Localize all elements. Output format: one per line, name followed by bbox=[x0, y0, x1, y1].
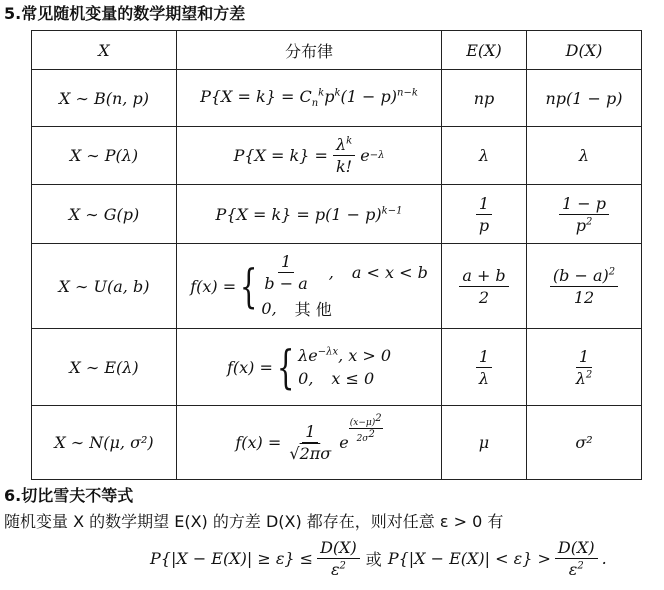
expectation-cell: λ bbox=[442, 127, 527, 185]
law-cell: P{X = k} = $\frac{\lambda^k}{k!}$ e −λ bbox=[177, 127, 442, 185]
table-row bbox=[32, 244, 642, 329]
dist-cell: X ∼ N(μ, σ²) bbox=[32, 406, 177, 480]
dist-cell: X ∼ B(n, p) bbox=[32, 70, 177, 127]
expectation-cell: μ bbox=[442, 406, 527, 480]
variance-cell: $\frac{(b - a)^2}{12}$ bbox=[527, 244, 642, 329]
header-dx: D(X) bbox=[527, 31, 642, 70]
table-row bbox=[32, 127, 642, 185]
law-cell: $P\{X = k\} = C_n^kp^k(1 - p)^{n-k}$ bbox=[177, 70, 442, 127]
header-law: 分布律 bbox=[177, 31, 442, 70]
table-row bbox=[32, 406, 642, 480]
distribution-table bbox=[31, 30, 642, 480]
header-ex: E(X) bbox=[442, 31, 527, 70]
dist-cell: X ∼ U(a, b) bbox=[32, 244, 177, 329]
chebyshev-inequality: P{|X − E(X)| ≥ ε} ≤ $\frac{D(X)}{\varepsilon^2}$ 或 P{|X − E(X)| < ε} > $\frac{D(X)}{\varepsilon^2}$ . bbox=[150, 538, 607, 579]
variance-cell: λ bbox=[527, 127, 642, 185]
variance-cell: $\frac{1 - p}{p^2}$ bbox=[527, 185, 642, 244]
expectation-cell: $\frac{a + b}{2}$ bbox=[442, 244, 527, 329]
variance-cell: $\frac{1}{\lambda^2}$ bbox=[527, 329, 642, 406]
law-cell: f(x) = { $\frac{1}{b - a}$ , a < x < b 0, 其 他 bbox=[177, 244, 442, 329]
variance-cell: σ² bbox=[527, 406, 642, 480]
expectation-cell: np bbox=[442, 70, 527, 127]
dist-cell: X ∼ E(λ) bbox=[32, 329, 177, 406]
expectation-cell: $\frac{1}{\lambda}$ bbox=[442, 329, 527, 406]
or-connector: 或 bbox=[365, 550, 382, 569]
section-5-heading: 5.常见随机变量的数学期望和方差 bbox=[4, 4, 246, 23]
chebyshev-statement: 随机变量 X 的数学期望 E(X) 的方差 D(X) 都存在，则对任意 ε > 0 有 bbox=[4, 512, 504, 531]
table-row bbox=[32, 185, 642, 244]
law-cell: f(x) = $\frac{1}{√2\pi\sigma}$ e $(x-\mu)^2$ $2\sigma^2$ bbox=[177, 406, 442, 480]
table-row bbox=[32, 70, 642, 127]
section-6-heading: 6.切比雪夫不等式 bbox=[4, 486, 134, 505]
variance-cell: np(1 − p) bbox=[527, 70, 642, 127]
law-cell: $P\{X = k\} = p(1 - p)^{k-1}$ bbox=[177, 185, 442, 244]
table-row bbox=[32, 329, 642, 406]
header-x: X bbox=[32, 31, 177, 70]
table-header-row bbox=[32, 31, 642, 70]
dist-cell: X ∼ G(p) bbox=[32, 185, 177, 244]
dist-cell: X ∼ P(λ) bbox=[32, 127, 177, 185]
law-cell: f(x) = { $\lambda e^{-\lambda x}$, x > 0 0, x ≤ 0 bbox=[177, 329, 442, 406]
expectation-cell: $\frac{1}{p}$ bbox=[442, 185, 527, 244]
